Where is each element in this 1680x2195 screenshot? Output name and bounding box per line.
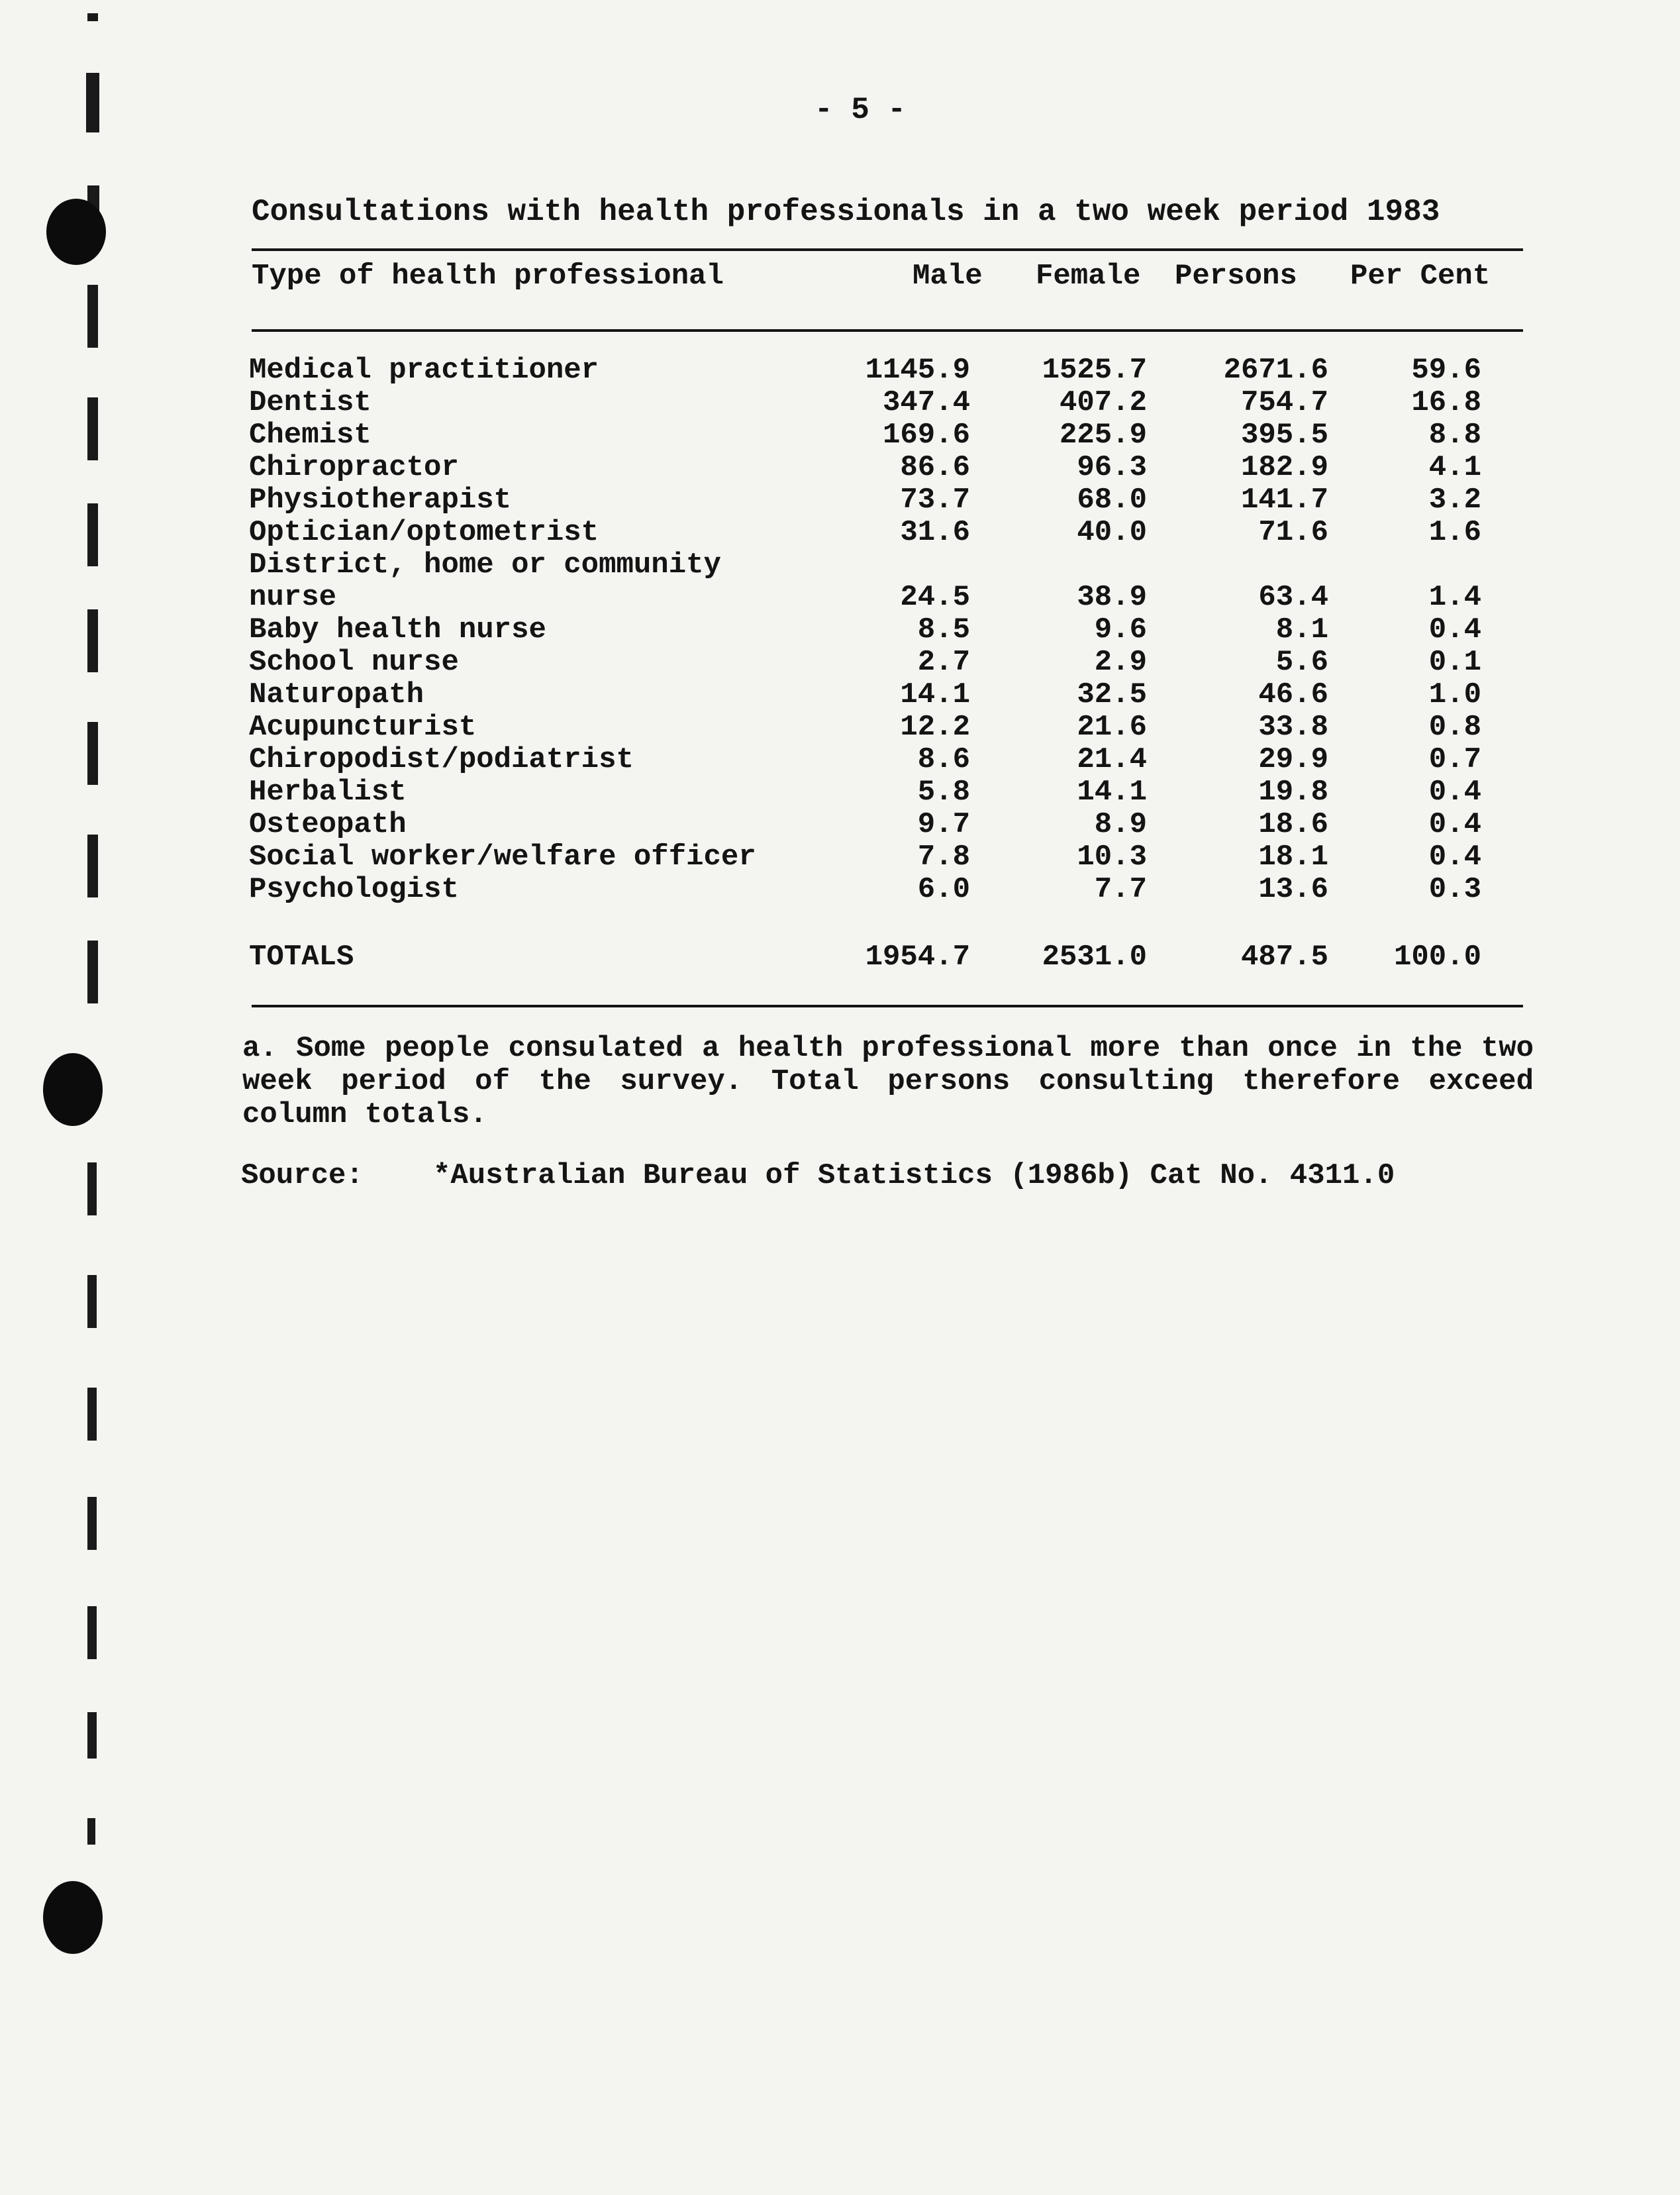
cell-persons: 395.5 (1240, 419, 1328, 452)
cell-male: 2.7 (917, 646, 970, 679)
header-type: Type of health professional (252, 260, 724, 293)
cell-per-cent: 0.8 (1428, 711, 1481, 744)
cell-persons: 18.6 (1258, 808, 1328, 841)
table-row (0, 419, 1680, 452)
totals-male: 1954.7 (865, 941, 970, 974)
cell-male: 5.8 (917, 776, 970, 809)
totals-female: 2531.0 (1042, 941, 1147, 974)
table-row (0, 613, 1680, 646)
cell-type: Optician/optometrist (249, 516, 599, 549)
cell-type: Physiotherapist (249, 484, 512, 517)
cell-type: Social worker/welfare officer (249, 841, 756, 874)
cell-male: 169.6 (882, 419, 970, 452)
cell-female: 68.0 (1077, 484, 1147, 517)
binder-mark (87, 1712, 97, 1759)
page-number: - 5 - (815, 93, 907, 127)
header-rule-top (252, 248, 1523, 251)
cell-male: 14.1 (900, 678, 970, 711)
table-row (0, 354, 1680, 387)
cell-per-cent: 8.8 (1428, 419, 1481, 452)
cell-female: 7.7 (1094, 873, 1147, 906)
cell-per-cent: 16.8 (1411, 386, 1481, 419)
cell-type: Dentist (249, 386, 371, 419)
cell-per-cent: 1.6 (1428, 516, 1481, 549)
cell-type: Acupuncturist (249, 711, 477, 744)
cell-male: 347.4 (882, 386, 970, 419)
table-row (0, 808, 1680, 841)
cell-per-cent: 0.4 (1428, 841, 1481, 874)
totals-label: TOTALS (249, 941, 354, 974)
binder-mark (87, 1162, 97, 1215)
cell-persons: 182.9 (1240, 451, 1328, 484)
cell-male: 86.6 (900, 451, 970, 484)
cell-male: 12.2 (900, 711, 970, 744)
cell-type: Herbalist (249, 776, 407, 809)
table-row (0, 743, 1680, 776)
header-female: Female (1036, 260, 1141, 293)
binder-mark (87, 1606, 97, 1659)
cell-persons: 2671.6 (1223, 354, 1328, 387)
binder-mark (86, 73, 99, 132)
cell-per-cent: 0.4 (1428, 776, 1481, 809)
cell-female: 21.4 (1077, 743, 1147, 776)
binder-mark (87, 1497, 97, 1550)
totals-per-cent: 100.0 (1393, 941, 1481, 974)
table-row (0, 646, 1680, 679)
binder-mark (87, 285, 98, 348)
cell-type: Psychologist (249, 873, 459, 906)
table-row (0, 678, 1680, 711)
cell-female: 38.9 (1077, 581, 1147, 614)
cell-female: 21.6 (1077, 711, 1147, 744)
cell-female: 32.5 (1077, 678, 1147, 711)
cell-per-cent: 0.3 (1428, 873, 1481, 906)
cell-type: Chiropodist/podiatrist (249, 743, 634, 776)
cell-persons: 13.6 (1258, 873, 1328, 906)
cell-persons: 5.6 (1275, 646, 1328, 679)
cell-per-cent: 0.4 (1428, 808, 1481, 841)
source-label: Source: (241, 1159, 364, 1192)
binder-mark (87, 1275, 97, 1328)
cell-female: 8.9 (1094, 808, 1147, 841)
source-text: *Australian Bureau of Statistics (1986b) Cat No. 4311.0 (433, 1159, 1395, 1192)
cell-type: Baby health nurse (249, 613, 546, 646)
cell-male: 24.5 (900, 581, 970, 614)
cell-female: 407.2 (1059, 386, 1147, 419)
cell-type: Naturopath (249, 678, 424, 711)
cell-per-cent: 0.4 (1428, 613, 1481, 646)
cell-male: 6.0 (917, 873, 970, 906)
cell-persons: 29.9 (1258, 743, 1328, 776)
cell-female: 1525.7 (1042, 354, 1147, 387)
cell-per-cent: 0.7 (1428, 743, 1481, 776)
cell-female: 10.3 (1077, 841, 1147, 874)
table-footnote: a. Some people consulated a health professional more than once in the two week period of the survey. Total persons consulting therefore exceed column totals. (242, 1032, 1534, 1131)
totals-row (0, 941, 1680, 974)
table-row (0, 711, 1680, 744)
footer-rule (252, 1005, 1523, 1007)
table-row (0, 873, 1680, 906)
cell-type: Osteopath (249, 808, 407, 841)
punch-hole (43, 1881, 103, 1954)
table-row (0, 581, 1680, 614)
cell-per-cent: 1.0 (1428, 678, 1481, 711)
cell-persons: 754.7 (1240, 386, 1328, 419)
cell-male: 8.5 (917, 613, 970, 646)
cell-persons: 71.6 (1258, 516, 1328, 549)
cell-female: 14.1 (1077, 776, 1147, 809)
cell-male: 7.8 (917, 841, 970, 874)
cell-type: District, home or community (249, 548, 721, 582)
header-per-cent: Per Cent (1350, 260, 1491, 293)
cell-type: School nurse (249, 646, 459, 679)
binder-mark (87, 13, 98, 21)
binder-mark (87, 1388, 97, 1441)
table-row (0, 516, 1680, 549)
cell-per-cent: 59.6 (1411, 354, 1481, 387)
cell-female: 2.9 (1094, 646, 1147, 679)
cell-persons: 18.1 (1258, 841, 1328, 874)
cell-male: 9.7 (917, 808, 970, 841)
header-male: Male (913, 260, 983, 293)
cell-female: 225.9 (1059, 419, 1147, 452)
cell-type: nurse (249, 581, 337, 614)
punch-hole (43, 1053, 103, 1126)
punch-hole (46, 199, 106, 265)
cell-persons: 19.8 (1258, 776, 1328, 809)
cell-male: 73.7 (900, 484, 970, 517)
cell-persons: 63.4 (1258, 581, 1328, 614)
table-row (0, 776, 1680, 809)
cell-male: 31.6 (900, 516, 970, 549)
cell-type: Medical practitioner (249, 354, 599, 387)
table-row (0, 548, 1680, 582)
header-rule-bottom (252, 329, 1523, 332)
cell-persons: 141.7 (1240, 484, 1328, 517)
cell-male: 1145.9 (865, 354, 970, 387)
cell-type: Chiropractor (249, 451, 459, 484)
cell-persons: 8.1 (1275, 613, 1328, 646)
cell-male: 8.6 (917, 743, 970, 776)
cell-female: 40.0 (1077, 516, 1147, 549)
cell-type: Chemist (249, 419, 371, 452)
table-row (0, 484, 1680, 517)
cell-per-cent: 1.4 (1428, 581, 1481, 614)
cell-per-cent: 4.1 (1428, 451, 1481, 484)
cell-persons: 33.8 (1258, 711, 1328, 744)
cell-persons: 46.6 (1258, 678, 1328, 711)
cell-per-cent: 3.2 (1428, 484, 1481, 517)
totals-persons: 487.5 (1240, 941, 1328, 974)
binder-mark (87, 1818, 95, 1845)
cell-per-cent: 0.1 (1428, 646, 1481, 679)
table-row (0, 451, 1680, 484)
table-row (0, 841, 1680, 874)
table-row (0, 386, 1680, 419)
table-title: Consultations with health professionals in a two week period 1983 (252, 195, 1440, 229)
cell-female: 9.6 (1094, 613, 1147, 646)
header-persons: Persons (1175, 260, 1297, 293)
cell-female: 96.3 (1077, 451, 1147, 484)
